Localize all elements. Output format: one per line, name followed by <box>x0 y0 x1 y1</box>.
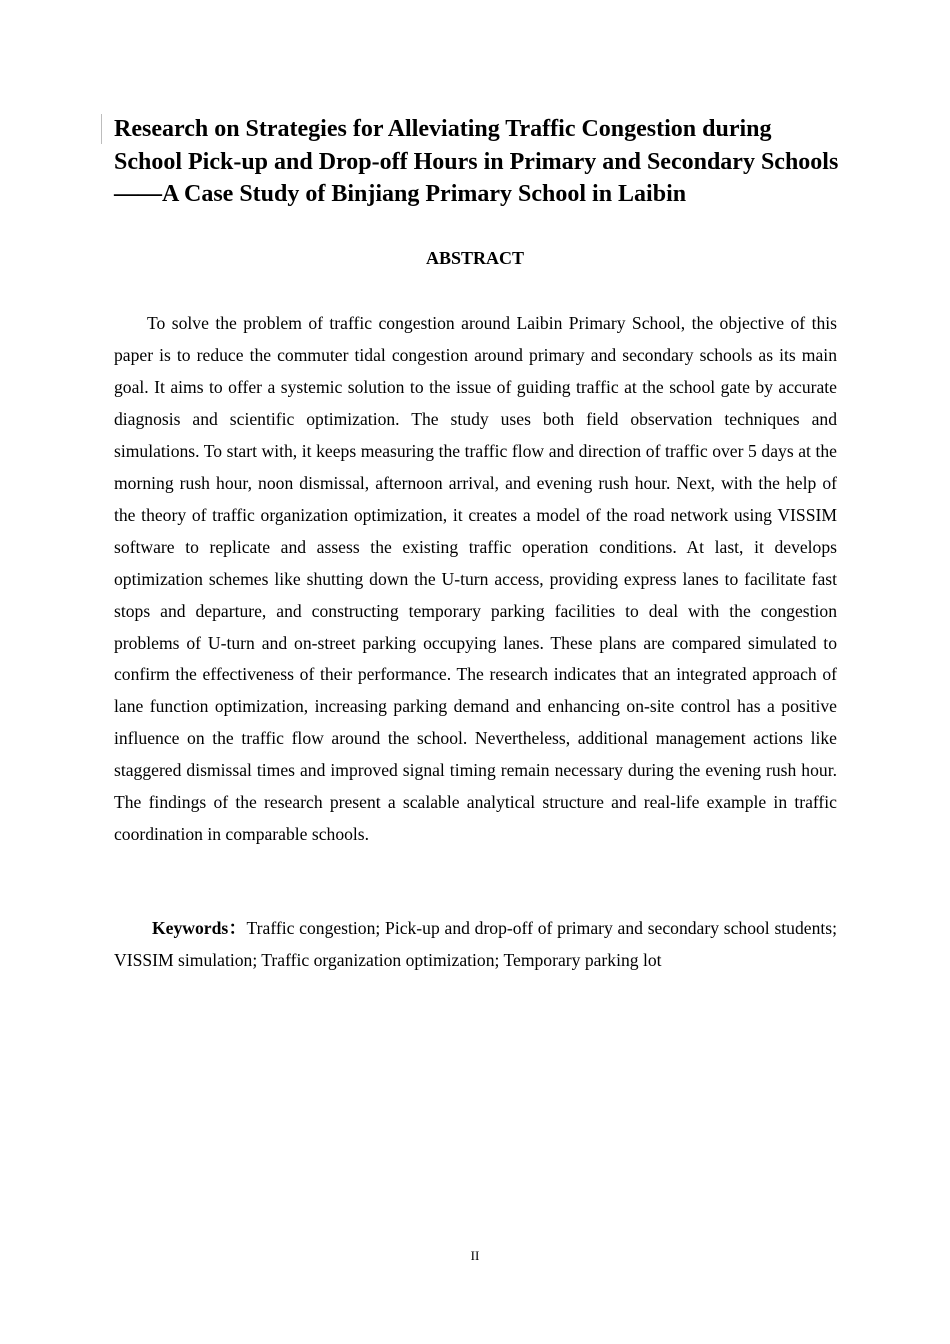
abstract-heading: ABSTRACT <box>425 248 525 268</box>
keywords-label: Keywords： <box>152 918 247 938</box>
paper-title: Research on Strategies for Alleviating Traffic Congestion during School Pick-up and Drop-off Hours in Primary and Secondary Schools——A Case Study of Binjiang Primary School in Laibin <box>114 116 839 207</box>
page-number: II <box>470 1248 480 1263</box>
keywords-paragraph <box>114 913 837 976</box>
abstract-body: To solve the problem of traffic congestion around Laibin Primary School, the objective of this paper is to reduce the commuter tidal congestion around primary and secondary schools as its main goal. It aims to offer a systemic solution to the issue of guiding traffic at the school gate by accurate diagnosis and scientific optimization. The study uses both field observation techniques and simulations. To start with, it keeps measuring the traffic flow and direction of traffic over 5 days at the morning rush hour, noon dismissal, afternoon arrival, and evening rush hour. Next, with the help of the theory of traffic organization optimization, it creates a model of the road network using VISSIM software to replicate and assess the existing traffic operation conditions. At last, it develops optimization schemes like shutting down the U-turn access, providing express lanes to facilitate fast stops and departure, and constructing temporary parking facilities to deal with the congestion problems of U-turn and on-street parking occupying lanes. These plans are compared simulated to confirm the effectiveness of their performance. The research indicates that an integrated approach of lane function optimization, increasing parking demand and enhancing on-site control has a positive influence on the traffic flow around the school. Nevertheless, additional management actions like staggered dismissal times and improved signal timing remain necessary during the evening rush hour. The findings of the research present a scalable analytical structure and real-life example in traffic coordination in comparable schools. <box>114 313 837 845</box>
text-cursor-marker <box>101 114 102 144</box>
keywords-text: Traffic congestion; Pick-up and drop-off of primary and secondary school students; VISSIM simulation; Traffic organization optimization; Temporary parking lot <box>114 918 838 970</box>
